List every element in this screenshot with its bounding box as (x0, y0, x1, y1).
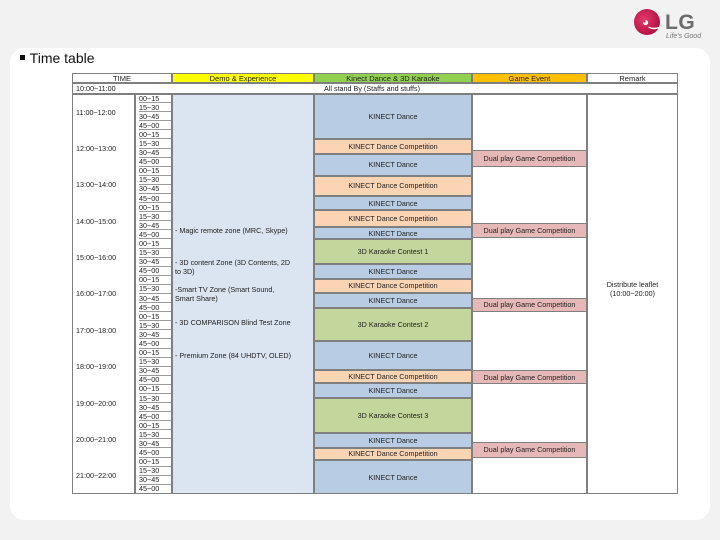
hour-label: 11:00~12:00 (76, 107, 116, 117)
standby-label: All stand By (Staffs and stuffs) (323, 84, 420, 93)
karaoke-contest-block: 3D Karaoke Contest 1 (314, 239, 472, 264)
kinect-competition-block: KINECT Dance Competition (314, 279, 472, 294)
logo-brand: LG (665, 11, 696, 34)
slot-label: 45~00 (139, 267, 172, 276)
slot-label: 30~45 (139, 221, 172, 230)
slot-label: 15~30 (139, 358, 172, 367)
game-competition-block: Dual play Game Competition (472, 150, 587, 166)
slot-label: 30~45 (139, 403, 172, 412)
slot-label: 30~45 (139, 149, 172, 158)
game-competition-block: Dual play Game Competition (472, 223, 587, 238)
lg-face-icon: ◕‿ (634, 9, 660, 35)
game-competition-block: Dual play Game Competition (472, 298, 587, 313)
slot-label: 15~30 (139, 430, 172, 439)
slot-column-frame (135, 94, 172, 494)
slot-label: 45~00 (139, 158, 172, 167)
slot-label: 30~45 (139, 185, 172, 194)
slot-label: 30~45 (139, 294, 172, 303)
slot-label: 00~15 (139, 349, 172, 358)
slot-label: 15~30 (139, 139, 172, 148)
lg-logo (634, 9, 714, 43)
slot-label: 45~00 (139, 230, 172, 239)
header-kinect: Kinect Dance & 3D Karaoke (314, 73, 472, 83)
kinect-dance-block: KINECT Dance (314, 196, 472, 211)
slot-label: 00~15 (139, 94, 172, 103)
kinect-dance-block: KINECT Dance (314, 264, 472, 279)
demo-zone-text: - 3D content Zone (3D Contents, 2D to 3D) (175, 257, 291, 277)
slot-label: 45~00 (139, 485, 172, 494)
hour-label: 15:00~16:00 (76, 253, 117, 263)
kinect-dance-block: KINECT Dance (314, 433, 472, 448)
slot-label: 15~30 (139, 176, 172, 185)
standby-row-frame (72, 83, 678, 94)
slot-label: 45~00 (139, 121, 172, 130)
karaoke-contest-block: 3D Karaoke Contest 2 (314, 308, 472, 342)
hour-label: 10:00~11:00 (76, 84, 116, 93)
demo-zone-text: - Premium Zone (84 UHDTV, OLED) (175, 351, 291, 361)
kinect-competition-block: KINECT Dance Competition (314, 370, 472, 383)
game-competition-block: Dual play Game Competition (472, 442, 587, 457)
kinect-dance-block: KINECT Dance (314, 94, 472, 139)
header-game: Game Event (472, 73, 587, 83)
hour-label: 12:00~13:00 (76, 144, 117, 154)
logo-tagline: Life's Good (666, 33, 702, 40)
slot-label: 30~45 (139, 476, 172, 485)
header-time: TIME (72, 73, 172, 83)
kinect-competition-block: KINECT Dance Competition (314, 448, 472, 461)
page-title: Time table (29, 50, 95, 66)
slot-label: 15~30 (139, 467, 172, 476)
hour-label: 14:00~15:00 (76, 216, 117, 226)
slot-label: 15~30 (139, 212, 172, 221)
hour-label: 16:00~17:00 (76, 289, 117, 299)
slot-label: 30~45 (139, 330, 172, 339)
kinect-dance-block: KINECT Dance (314, 460, 472, 494)
slot-label: 00~15 (139, 130, 172, 139)
slot-label: 00~15 (139, 239, 172, 248)
slot-label: 30~45 (139, 367, 172, 376)
slot-label: 15~30 (139, 394, 172, 403)
game-competition-block: Dual play Game Competition (472, 370, 587, 384)
hour-label: 13:00~14:00 (76, 180, 117, 190)
header-remark: Remark (587, 73, 678, 83)
slot-label: 15~30 (139, 249, 172, 258)
kinect-dance-block: KINECT Dance (314, 293, 472, 308)
demo-zone-text: - Magic remote zone (MRC, Skype) (175, 225, 288, 235)
slot-label: 30~45 (139, 439, 172, 448)
slot-label: 45~00 (139, 449, 172, 458)
slot-label: 45~00 (139, 412, 172, 421)
kinect-competition-block: KINECT Dance Competition (314, 210, 472, 226)
kinect-dance-block: KINECT Dance (314, 341, 472, 370)
slot-label: 45~00 (139, 303, 172, 312)
kinect-competition-block: KINECT Dance Competition (314, 139, 472, 154)
slot-label: 15~30 (139, 285, 172, 294)
slot-label: 45~00 (139, 376, 172, 385)
hour-label: 18:00~19:00 (76, 362, 117, 372)
slot-label: 45~00 (139, 339, 172, 348)
slot-label: 00~15 (139, 458, 172, 467)
hour-label: 21:00~22:00 (76, 471, 117, 481)
demo-zone-text: -Smart TV Zone (Smart Sound, Smart Share) (175, 284, 275, 304)
slot-label: 15~30 (139, 321, 172, 330)
kinect-competition-block: KINECT Dance Competition (314, 176, 472, 196)
slot-label: 15~30 (139, 103, 172, 112)
hour-label: 19:00~20:00 (76, 398, 117, 408)
slot-label: 45~00 (139, 194, 172, 203)
slot-label: 00~15 (139, 312, 172, 321)
slot-label: 00~15 (139, 203, 172, 212)
karaoke-contest-block: 3D Karaoke Contest 3 (314, 398, 472, 433)
demo-zone-text: - 3D COMPARISON Blind Test Zone (175, 317, 291, 327)
slot-label: 00~15 (139, 385, 172, 394)
remark-text: Distribute leaflet (10:00~20:00) (606, 280, 659, 299)
header-demo: Demo & Experience (172, 73, 314, 83)
slot-label: 00~15 (139, 276, 172, 285)
slot-label: 30~45 (139, 258, 172, 267)
slot-label: 30~45 (139, 112, 172, 121)
hour-label: 20:00~21:00 (76, 434, 117, 444)
slot-label: 00~15 (139, 421, 172, 430)
kinect-dance-block: KINECT Dance (314, 383, 472, 398)
hour-label: 17:00~18:00 (76, 325, 117, 335)
kinect-dance-block: KINECT Dance (314, 154, 472, 176)
slot-label: 00~15 (139, 167, 172, 176)
kinect-dance-block: KINECT Dance (314, 227, 472, 240)
